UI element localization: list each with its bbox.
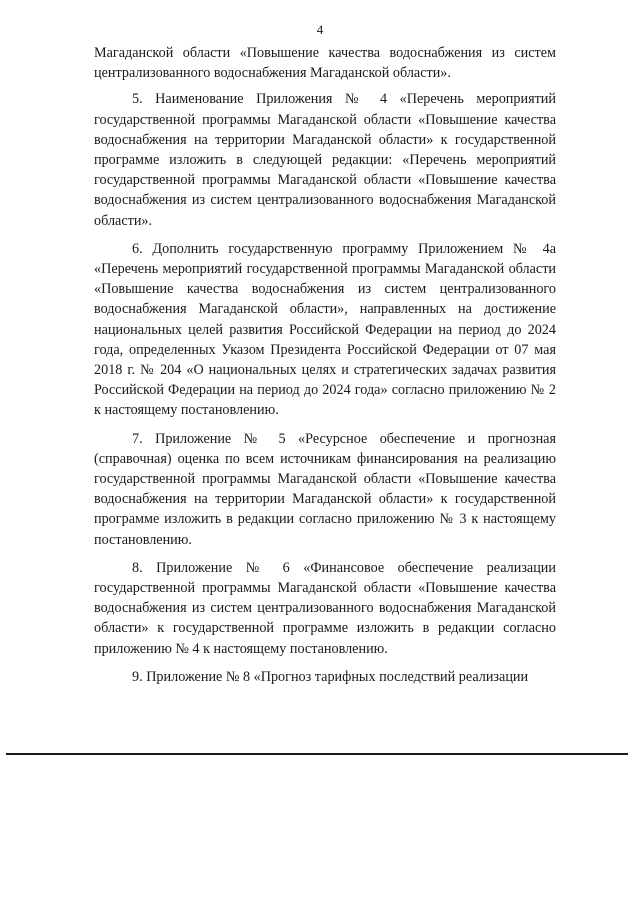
paragraph-item-8: 8. Приложение № 6 «Финансовое обеспечение реализации государственной программы Магаданской области «Повышение качества водоснабжения из систем централизованного водоснабжения Магаданской области» к государственной программе изложить в редакции согласно приложению № 4 к настоящему постановлению.: [94, 559, 556, 657]
paragraph-item-7: 7. Приложение № 5 «Ресурсное обеспечение и прогнозная (справочная) оценка по всем источникам финансирования на реализацию государственной программы Магаданской области «Повышение качества водоснабжения на территории Магаданской области» к государственной программе изложить в редакции согласно приложению № 3 к настоящему постановлению.: [94, 430, 556, 548]
paragraph-item-6: 6. Дополнить государственную программу Приложением № 4а «Перечень мероприятий государственной программы Магаданской области «Повышение качества водоснабжения из систем централизованного водоснабжения Магаданской области», направленных на достижение национальных целей развития Российской Федерации на период до 2024 года, определенных Указом Президента Российской Федерации от 07 мая 2018 г. № 204 «О национальных целях и стратегических задачах развития Российской Федерации на период до 2024 года» согласно приложению № 2 к настоящему постановлению.: [94, 240, 556, 419]
document-body: [94, 43, 556, 695]
paragraph-item-9: 9. Приложение № 8 «Прогноз тарифных последствий реализации: [132, 668, 529, 685]
footer-rule: [6, 753, 628, 755]
page-number: 4: [316, 22, 324, 37]
paragraph-continuation: Магаданской области «Повышение качества водоснабжения из систем централизованного водоснабжения Магаданской области».: [94, 45, 556, 82]
paragraph-item-5: 5. Наименование Приложения № 4 «Перечень мероприятий государственной программы Магаданской области «Повышение качества водоснабжения на территории Магаданской области» к государственной программе изложить в следующей редакции: «Перечень мероприятий государственной программы Магаданской области «Повышение качества водоснабжения из систем централизованного водоснабжения Магаданской области».: [94, 91, 556, 229]
